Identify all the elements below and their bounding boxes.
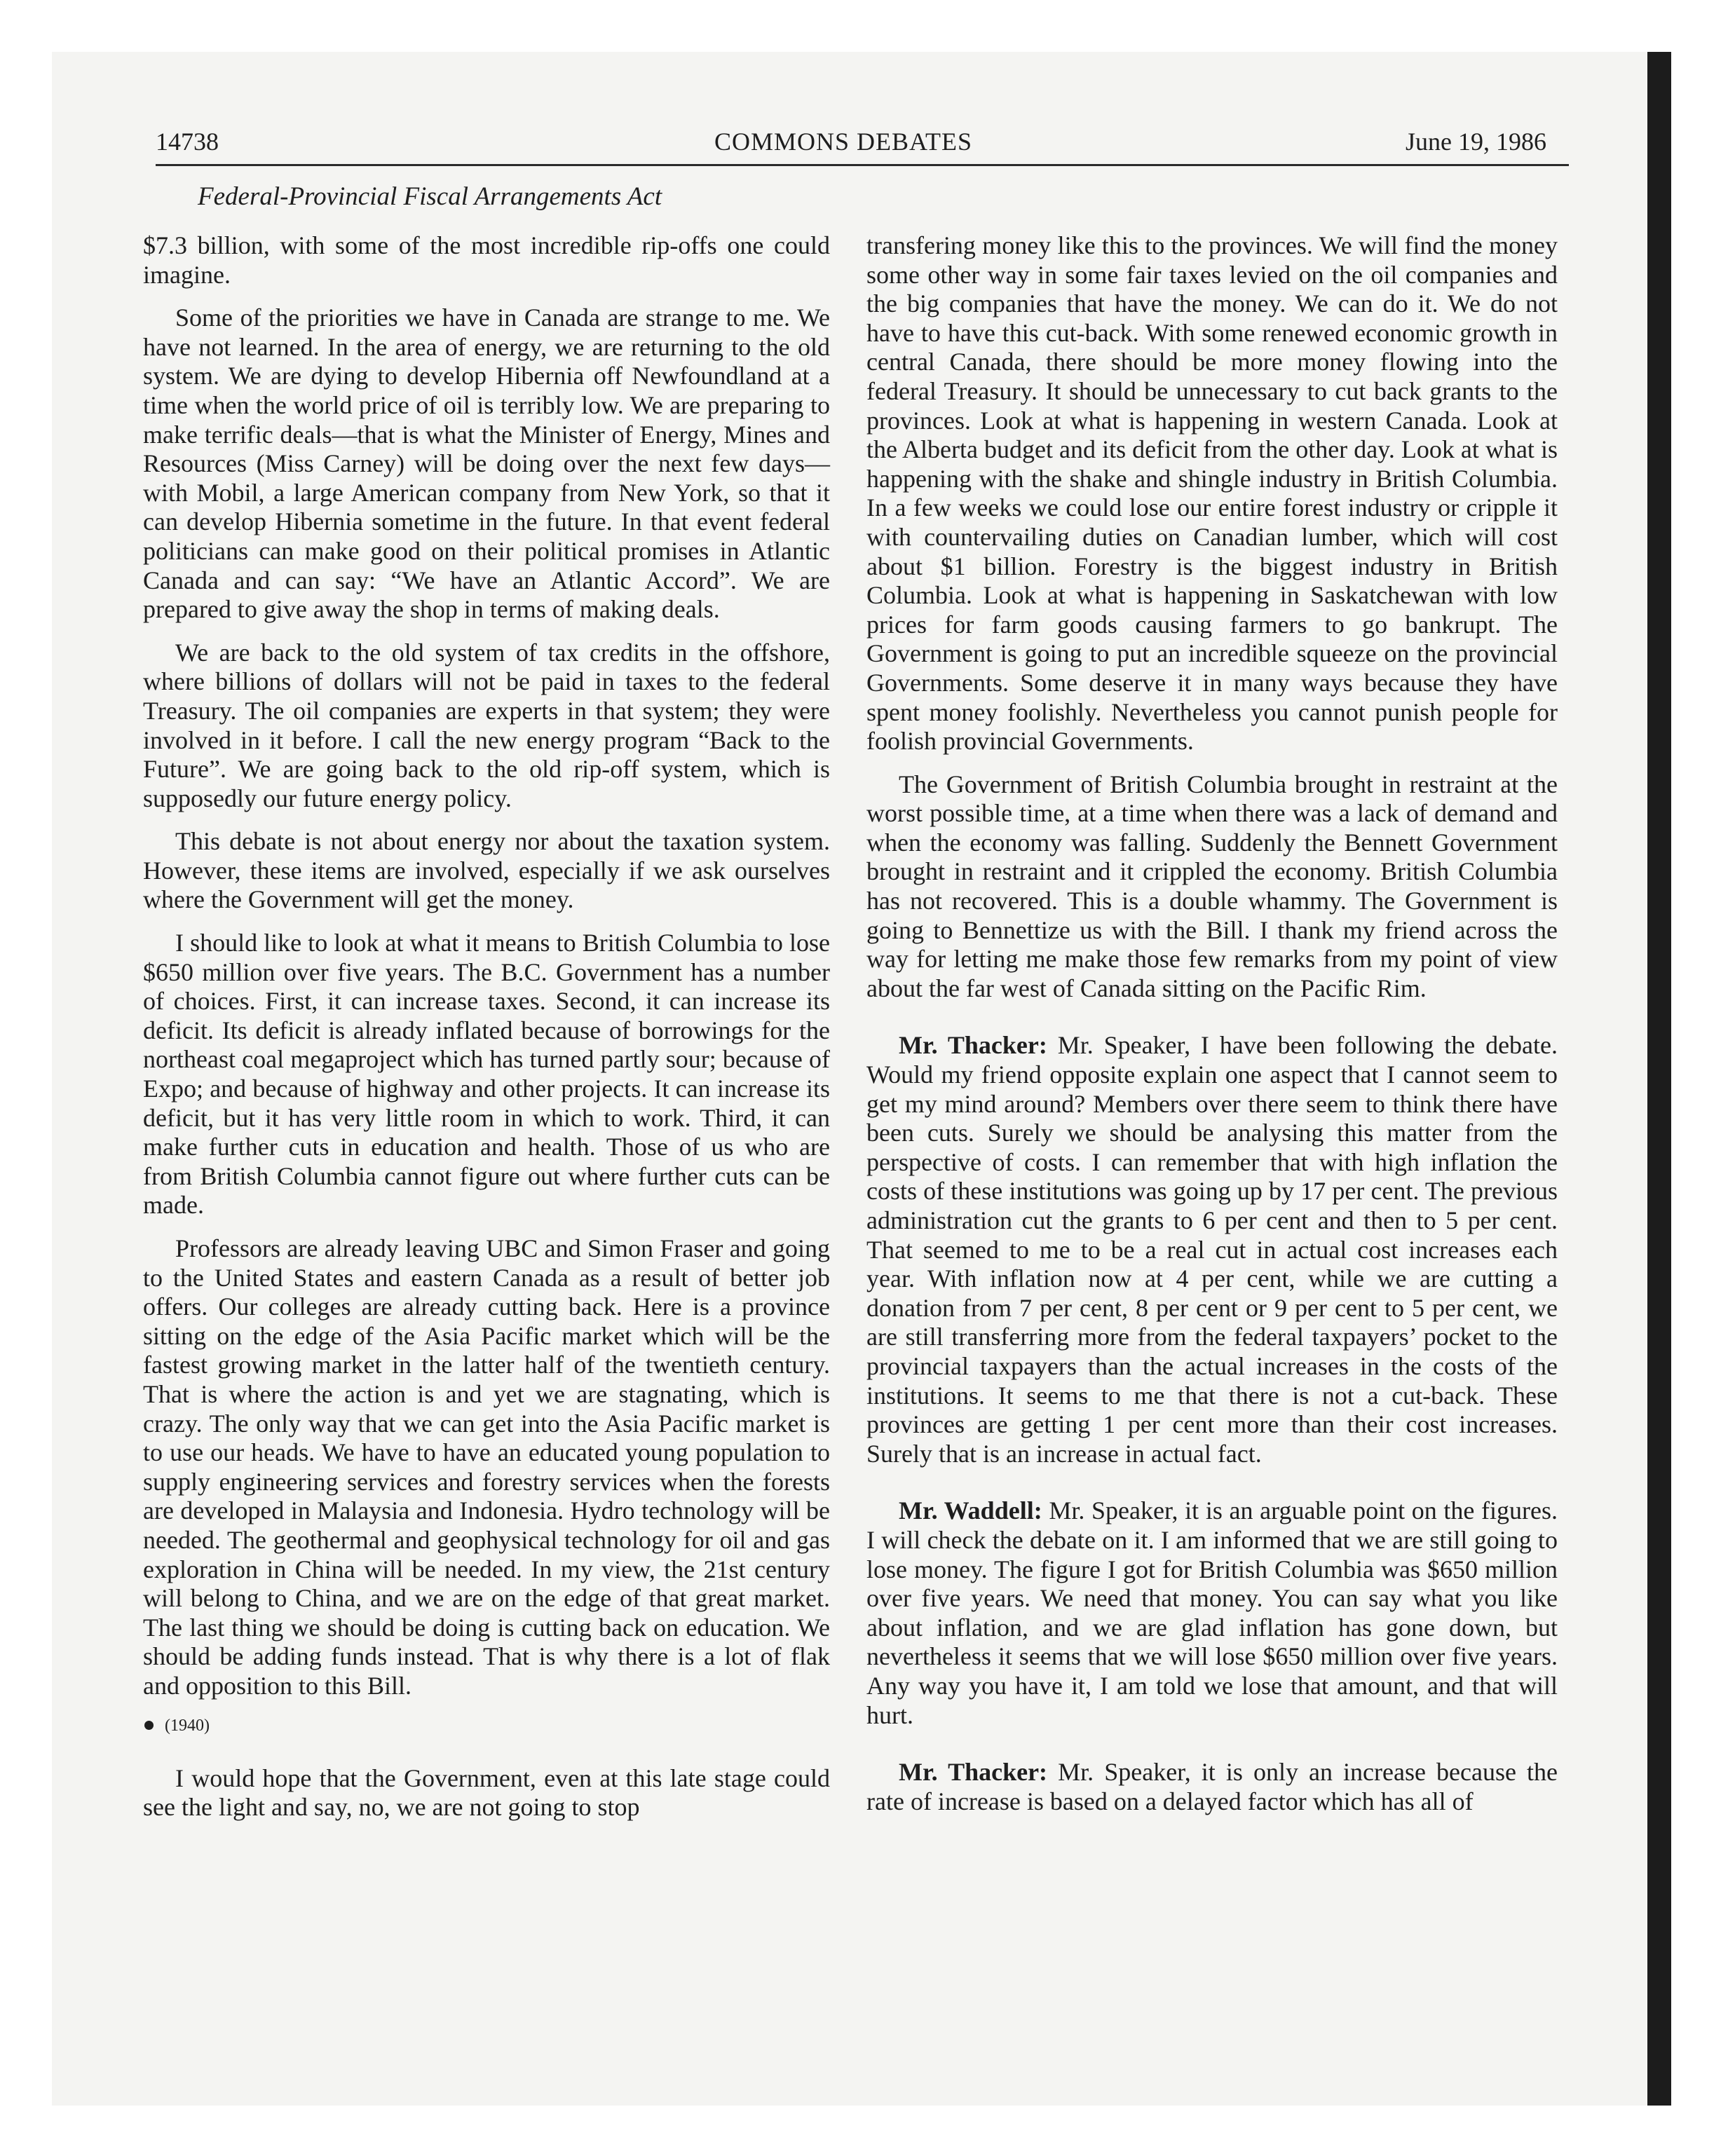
paragraph: I should like to look at what it means to British Columbia to lose $650 million over five years. The B.C. Government has a number of choices. First, it can increase taxes. Second, it can increase its deficit. Its deficit is already inflated because of borrowings for the northeast coal megaproject which has turned partly sour; because of Expo; and because of highway and other projects. It can increase its deficit, but it has very little room in which to work. Third, it can make further cuts in education and health. Those of us who are from British Columbia cannot figure out where further cuts can be made. (143, 929, 830, 1220)
time-marker (144, 1715, 830, 1736)
running-title: COMMONS DEBATES (714, 128, 973, 156)
header-date: June 19, 1986 (1406, 128, 1546, 156)
left-column (143, 231, 830, 1836)
paragraph: This debate is not about energy nor about the taxation system. However, these items are involved, especially if we ask ourselves where the Government will get the money. (143, 827, 830, 914)
speaker-name: Mr. Waddell: (899, 1496, 1042, 1525)
time-marker-text: (1940) (165, 1716, 210, 1735)
header-rule (156, 164, 1569, 166)
right-column (866, 231, 1558, 1830)
speech-paragraph (866, 1758, 1558, 1816)
paragraph: Some of the priorities we have in Canada are strange to me. We have not learned. In the area of energy, we are returning to the old system. We are dying to develop Hibernia off Newfoundland at a time when the world price of oil is terribly low. We are preparing to make terrific deals—that is what the Minister of Energy, Mines and Resources (Miss Carney) will be doing over the next few days—with Mobil, a large American company from New York, so that it can develop Hibernia sometime in the future. In that event federal politicians can make good on their political promises in Atlantic Canada and can say: “We have an Atlantic Accord”. We are prepared to give away the shop in terms of making deals. (143, 303, 830, 624)
speech-text: Mr. Speaker, I have been following the debate. Would my friend opposite explain one aspect that I cannot seem to get my mind around? Members over there seem to think there have been cuts. Surely we should be analysing this matter from the perspective of costs. I can remember that with high inflation the costs of these institutions was going up by 17 per cent. The previous administration cut the grants to 6 per cent and then to 5 per cent. That seemed to me to be a real cut in actual cost increases each year. With inflation now at 4 per cent, while we are cutting a donation from 7 per cent, 8 per cent or 9 per cent to 5 per cent, we are still transferring more from the federal taxpayers’ pocket to the provincial taxpayers than the actual increases in the costs of the institutions. It seems to me that there is not a cut-back. These provinces are getting 1 per cent more than their cost increases. Surely that is an increase in actual fact. (866, 1031, 1558, 1468)
speech-text: Mr. Speaker, it is an arguable point on the figures. I will check the debate on it. I am informed that we are still going to lose money. The figure I got for British Columbia was $650 million over five years. We need that money. You can say what you like about inflation, and we are glad inflation has gone down, but nevertheless it seems that we will lose $650 million over five years. Any way you have it, I am told we lose that amount, and that will hurt. (866, 1496, 1558, 1729)
speech-text: Mr. Speaker, it is only an increase because the rate of increase is based on a delayed factor which has all of (866, 1758, 1558, 1815)
paragraph: $7.3 billion, with some of the most incredible rip-offs one could imagine. (143, 231, 830, 289)
section-title: Federal-Provincial Fiscal Arrangements Act (198, 182, 662, 211)
scan-edge-bar (1647, 52, 1671, 2106)
speech-paragraph (866, 1496, 1558, 1730)
speech-paragraph (866, 1031, 1558, 1468)
paragraph: I would hope that the Government, even at this late stage could see the light and say, no, we are not going to stop (143, 1763, 830, 1822)
paragraph: The Government of British Columbia brought in restraint at the worst possible time, at a time when there was a lack of demand and when the economy was falling. Suddenly the Bennett Government brought in restraint and it crippled the economy. British Columbia has not recovered. This is a double whammy. The Government is going to Bennettize us with the Bill. I thank my friend across the way for letting me make those few remarks from my point of view about the far west of Canada sitting on the Pacific Rim. (866, 770, 1558, 1002)
page-number: 14738 (156, 128, 219, 156)
speaker-name: Mr. Thacker: (899, 1758, 1048, 1787)
speaker-name: Mr. Thacker: (899, 1031, 1047, 1060)
paragraph: Professors are already leaving UBC and Simon Fraser and going to the United States and eastern Canada as a result of better job offers. Our colleges are already cutting back. Here is a province sitting on the edge of the Asia Pacific market which will be the fastest growing market in the latter half of the twentieth century. That is where the action is and yet we are stagnating, which is crazy. The only way that we can get into the Asia Pacific market is to use our heads. We have to have an educated young population to supply engineering services and forestry services when the forests are developed in Malaysia and Indonesia. Hydro technology will be needed. The geothermal and geophysical technology for oil and gas exploration in China will be needed. In my view, the 21st century will belong to China, and we are on the edge of that great market. The last thing we should be doing is cutting back on education. We should be adding funds instead. That is why there is a lot of flak and opposition to this Bill. (143, 1234, 830, 1700)
bullet-icon (144, 1721, 154, 1730)
paragraph: We are back to the old system of tax credits in the offshore, where billions of dollars will not be paid in taxes to the federal Treasury. The oil companies are experts in that system; they were involved in it before. I call the new energy program “Back to the Future”. We are going back to the old rip-off system, which is supposedly our future energy policy. (143, 638, 830, 812)
paragraph: transfering money like this to the provinces. We will find the money some other way in some fair taxes levied on the oil companies and the big companies that have the money. We can do it. We do not have to have this cut-back. With some renewed economic growth in central Canada, there should be more money flowing into the federal Treasury. It should be unnecessary to cut back grants to the provinces. Look at what is happening in western Canada. Look at the Alberta budget and its deficit from the other day. Look at what is happening with the shake and shingle industry in British Columbia. In a few weeks we could lose our entire forest industry or cripple it with countervailing duties on Canadian lumber, which will cost about $1 billion. Forestry is the biggest industry in British Columbia. Look at what is happening in Saskatchewan with low prices for farm goods causing farmers to go bankrupt. The Government is going to put an incredible squeeze on the provincial Governments. Some deserve it in many ways because they have spent money foolishly. Nevertheless you cannot punish people for foolish provincial Governments. (866, 231, 1558, 756)
